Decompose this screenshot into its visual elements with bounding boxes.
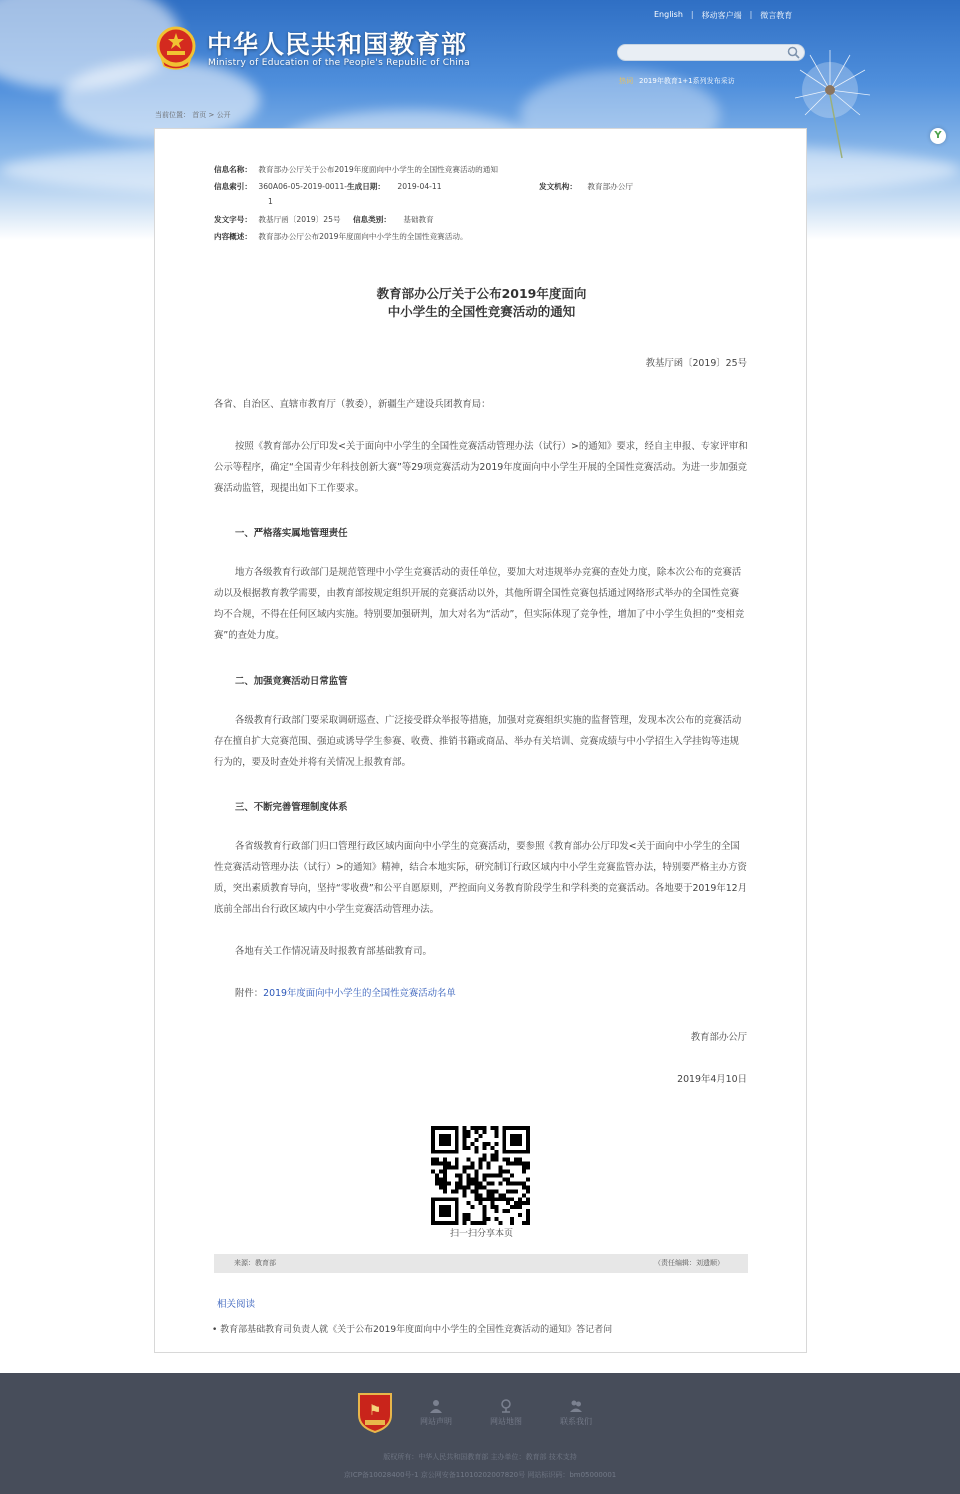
- link-separator: |: [749, 10, 753, 19]
- national-emblem-icon: [156, 26, 196, 70]
- site-title[interactable]: 中华人民共和国教育部: [207, 30, 468, 59]
- document-title-line2: 中小学生的全国性竞赛活动的通知: [387, 304, 576, 319]
- meta-index-row: [214, 181, 442, 192]
- meta-index-value: 360A06-05-2019-0011-: [258, 182, 348, 191]
- footer-link-label: 网站地图: [490, 1417, 522, 1426]
- paragraph-intro: 按照《教育部办公厅印发<关于面向中小学生的全国性竞赛活动管理办法（试行）>的通知》要求，经自主申报、专家评审和公示等程序，确定“全国青少年科技创新大赛”等29项竞赛活动为2019年度面向中小学生开展的全国性竞赛活动。为进一步加强竞赛活动监管，现提出如下工作要求。: [214, 441, 748, 494]
- signer: 教育部办公厅: [690, 1032, 747, 1043]
- attachment-link[interactable]: 2019年度面向中小学生的全国性竞赛活动名单: [263, 988, 456, 999]
- breadcrumb-separator: >: [208, 111, 215, 119]
- meta-docno-label: 发文字号：: [214, 215, 252, 224]
- meta-name-label: 信息名称：: [214, 165, 252, 174]
- meta-summary-row: [214, 231, 468, 242]
- meta-docno-row: [214, 214, 434, 225]
- breadcrumb-home[interactable]: 首页: [192, 111, 207, 119]
- section-heading-3: 三、不断完善管理制度体系: [235, 802, 348, 813]
- breadcrumb-current[interactable]: 公开: [216, 111, 231, 119]
- meta-org-value: 教育部办公厅: [587, 182, 633, 191]
- attachment-label: 附件：: [235, 988, 264, 999]
- paragraph-section-1: 地方各级教育行政部门是规范管理中小学生竞赛活动的责任单位，要加大对违规举办竞赛的查处力度，除本次公布的竞赛活动以及根据教育教学需要，由教育部按规定组织开展的竞赛活动以外，其他所谓全国性竞赛包括通过网络形式举办的全国性竞赛均不合规，不得在任何区域内实施。特别要加强研判，加大对名为“活动”，但实际体现了竞争性，增加了中小学生负担的“变相竞赛”的查处力度。: [214, 567, 745, 641]
- breadcrumb-label: 当前位置：: [155, 111, 190, 119]
- document-title: [155, 285, 808, 321]
- sign-date: 2019年4月10日: [677, 1074, 747, 1085]
- meta-org-row: [539, 181, 633, 192]
- footer-link-label: 网站声明: [420, 1417, 452, 1426]
- paragraph-report: 各地有关工作情况请及时报教育部基础教育司。: [235, 946, 432, 957]
- attachment-row: [214, 983, 748, 1004]
- meta-org-label: 发文机构：: [539, 182, 577, 191]
- qr-caption: 扫一扫分享本页: [449, 1229, 513, 1239]
- source-text: 来源：教育部: [234, 1259, 276, 1267]
- search-box: [617, 44, 805, 61]
- addressee: 各省、自治区、直辖市教育厅（教委），新疆生产建设兵团教育局：: [214, 399, 491, 410]
- news-tag: 热词: [619, 77, 633, 85]
- footer-link-sitemap[interactable]: [481, 1399, 531, 1427]
- meta-index-label: 信息索引：: [214, 182, 252, 191]
- site-title-en: Ministry of Education of the People's Republic of China: [208, 58, 470, 68]
- meta-name-row: [214, 164, 498, 175]
- section-heading-1: 一、严格落实属地管理责任: [235, 528, 348, 539]
- english-link[interactable]: English: [654, 10, 683, 19]
- footer-copyright: 版权所有：中华人民共和国教育部 主办单位：教育部 技术支持: [383, 1453, 577, 1461]
- weiyan-link[interactable]: 微言教育: [760, 11, 793, 20]
- meta-summary-value: 教育部办公厅公布2019年度面向中小学生的全国性竞赛活动。: [258, 232, 468, 241]
- top-links: [646, 10, 806, 21]
- party-badge-icon[interactable]: [357, 1391, 393, 1433]
- meta-docno-value: 教基厅函〔2019〕25号: [258, 215, 341, 224]
- footer: [0, 1373, 960, 1494]
- map-pin-icon: [500, 1399, 512, 1413]
- editor-text: （责任编辑：刘遗顺）: [654, 1259, 724, 1267]
- qr-code-icon: [431, 1126, 530, 1225]
- document-number: 教基厅函〔2019〕25号: [645, 358, 747, 369]
- meta-category-value: 基础教育: [403, 215, 434, 224]
- meta-summary-label: 内容概述：: [214, 232, 252, 241]
- paragraph-section-3: 各省级教育行政部门归口管理行政区域内面向中小学生的竞赛活动，要参照《教育部办公厅印发<关于面向中小学生的全国性竞赛活动管理办法（试行）>的通知》精神，结合本地实际，研究制订行政区域内中小学生竞赛监管办法，特别要严格主办方资质，突出素质教育导向，坚持“零收费”和公平自愿原则，严控面向义务教育阶段学生和学科类的竞赛活动。各地要于2019年12月底前全部出台行政区域内中小学生竞赛活动管理办法。: [214, 841, 748, 915]
- meta-date-value: 2019-04-11: [397, 182, 442, 191]
- search-input[interactable]: [626, 45, 786, 60]
- footer-icp: 京ICP备10028400号-1 京公网安备11010202007820号 网站标识码：bm05000001: [343, 1471, 617, 1479]
- svg-text:⚑: ⚑: [368, 1403, 382, 1419]
- footer-link-contact[interactable]: [551, 1399, 601, 1427]
- people-icon: [570, 1399, 582, 1413]
- source-bar: [214, 1254, 748, 1273]
- meta-index-wrap: 1: [268, 197, 273, 206]
- news-ticker[interactable]: [619, 76, 735, 86]
- mobile-client-link[interactable]: 移动客户端: [701, 11, 742, 20]
- document-title-line1: 教育部办公厅关于公布2019年度面向: [376, 286, 587, 301]
- footer-link-label: 联系我们: [560, 1417, 592, 1426]
- footer-link-statement[interactable]: [411, 1399, 461, 1427]
- breadcrumb: [155, 110, 231, 120]
- meta-date-label: 生成日期：: [347, 182, 385, 191]
- meta-name-value: 教育部办公厅关于公布2019年度面向中小学生的全国性竞赛活动的通知: [258, 165, 498, 174]
- news-text: 2019年教育1+1系列发布采访: [639, 77, 735, 85]
- related-reading-item[interactable]: • 教育部基础教育司负责人就《关于公布2019年度面向中小学生的全国性竞赛活动的通知》答记者问: [212, 1325, 613, 1335]
- share-float-icon[interactable]: Y: [930, 128, 946, 144]
- person-icon: [430, 1399, 442, 1413]
- link-separator: |: [690, 10, 694, 19]
- article-card: [154, 128, 807, 1353]
- paragraph-section-2: 各级教育行政部门要采取调研巡查、广泛接受群众举报等措施，加强对竞赛组织实施的监督管理，发现本次公布的竞赛活动存在擅自扩大竞赛范围、强迫或诱导学生参赛、收费、推销书籍或商品、举办有关培训、竞赛成绩与中小学招生入学挂钩等违规行为的，要及时查处并将有关情况上报教育部。: [214, 715, 742, 768]
- section-heading-2: 二、加强竞赛活动日常监管: [235, 676, 348, 687]
- meta-category-label: 信息类别：: [352, 215, 391, 224]
- related-reading-title: 相关阅读: [217, 1299, 256, 1310]
